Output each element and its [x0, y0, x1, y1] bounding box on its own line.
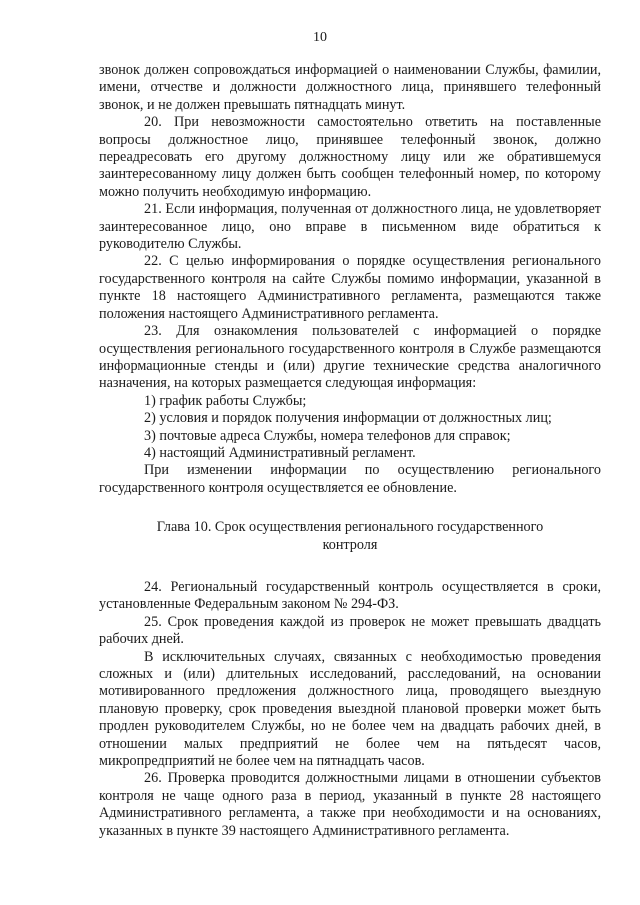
- paragraph-25: 25. Срок проведения каждой из проверок не может превышать двадцать рабочих дней.: [99, 613, 601, 648]
- list-item: 1) график работы Службы;: [144, 392, 307, 409]
- paragraph-update: При изменении информации по осуществлению регионального государственного контроля осуществляется ее обновление.: [99, 462, 601, 496]
- paragraph-23: 23. Для ознакомления пользователей с информацией о порядке осуществления регионального государственного контроля в Службе размещаются информационные стенды и (или) другие технические средства аналогичного назначения, на которых размещается следующая информация:: [99, 323, 601, 392]
- chapter-heading: Глава 10. Срок осуществления регионального государственного контроля: [156, 519, 544, 553]
- list-item: 3) почтовые адреса Службы, номера телефонов для справок;: [144, 427, 511, 444]
- paragraph-21: 21. Если информация, полученная от должностного лица, не удовлетворяет заинтересованное лицо, оно вправе в письменном виде обратиться к руководителю Службы.: [99, 201, 601, 253]
- list-item: 4) настоящий Административный регламент.: [144, 444, 416, 461]
- paragraph-24: 24. Региональный государственный контроль осуществляется в сроки, установленные Федеральным законом № 294-ФЗ.: [99, 578, 601, 613]
- list-item: 2) условия и порядок получения информации от должностных лиц;: [144, 410, 552, 427]
- page-number: 10: [313, 30, 327, 45]
- paragraph-continuation: звонок должен сопровождаться информацией о наименовании Службы, фамилии, имени, отчестве и должности должностного лица, принявшего телефонный звонок, и не должен превышать пятнадцать минут.: [99, 62, 601, 113]
- paragraph-26: 26. Проверка проводится должностными лицами в отношении субъектов контроля не чаще одного раза в период, указанный в пункте 28 настоящего Административного регламента, а также при необходимости и на основаниях, указанных в пункте 39 настоящего Административного регламента.: [99, 770, 601, 839]
- paragraph-exceptional: В исключительных случаях, связанных с необходимостью проведения сложных и (или) длительных исследований, расследований, на основании мотивированного предложения должностного лица, проводящего выездную плановую проверку, срок проведения выездной плановой проверки может быть продлен руководителем Службы, но не более чем на двадцать рабочих дней, в отношении малых предприятий не более чем на пятьдесят часов, микропредприятий не более чем на пятнадцать часов.: [99, 648, 601, 770]
- paragraph-22: 22. С целью информирования о порядке осуществления регионального государственного контроля на сайте Службы помимо информации, указанной в пункте 18 настоящего Административного регламента, размещаются также положения настоящего Административного регламента.: [99, 253, 601, 322]
- paragraph-20: 20. При невозможности самостоятельно ответить на поставленные вопросы должностное лицо, принявшее телефонный звонок, должно переадресовать его другому должностному лицу или же обратившемуся заинтересованному лицу должен быть сообщен телефонный номер, по которому можно получить необходимую информацию.: [99, 114, 601, 200]
- document-body: [99, 62, 601, 840]
